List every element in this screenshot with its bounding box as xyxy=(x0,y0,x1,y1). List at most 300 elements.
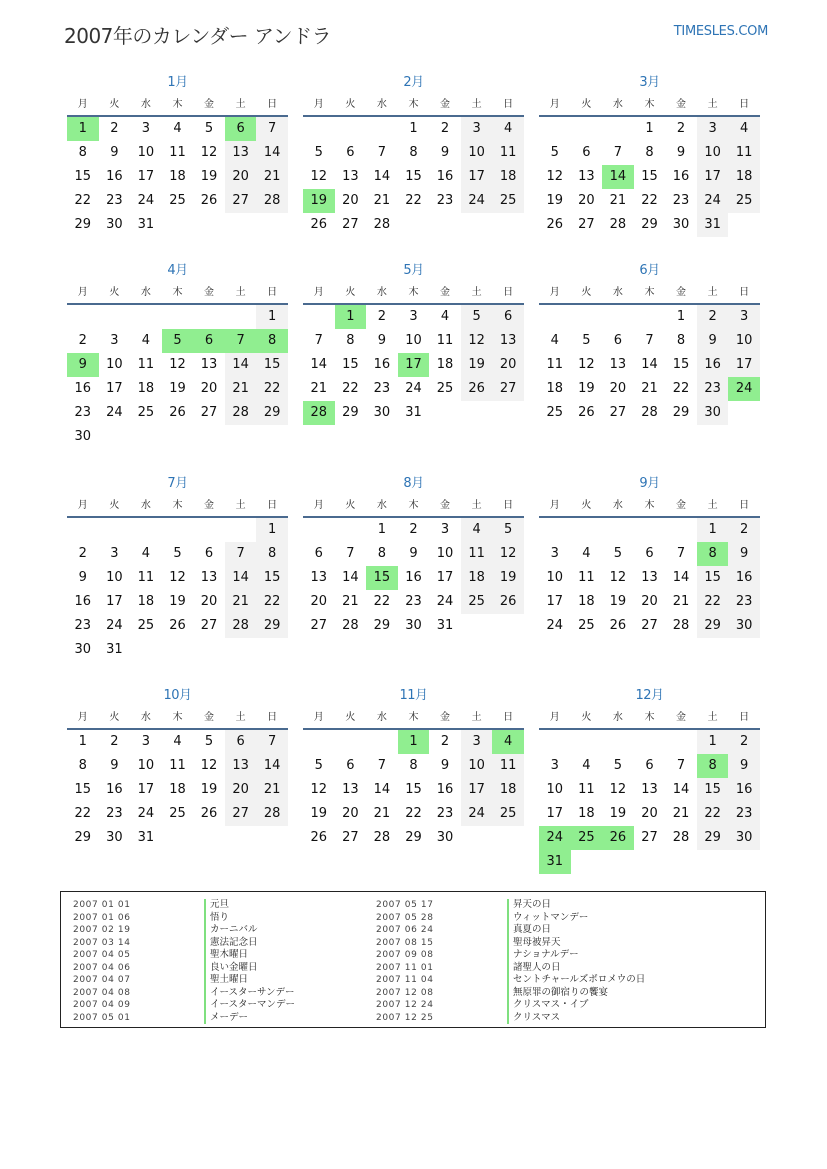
day-cell: 18 xyxy=(546,381,564,396)
day-cell: 5 xyxy=(613,758,623,773)
holiday-date: 2007 05 17 xyxy=(376,900,434,910)
days-grid xyxy=(539,730,760,874)
day-cell: 25 xyxy=(578,618,595,633)
day-cell: 17 xyxy=(106,594,123,609)
day-cell: 28 xyxy=(609,217,627,232)
day-cell: 31 xyxy=(405,405,422,420)
day-cell: 31 xyxy=(137,217,155,232)
holiday-entry xyxy=(376,1012,645,1025)
day-cell: 15 xyxy=(672,357,690,372)
day-cell: 27 xyxy=(225,802,257,826)
day-cell: 13 xyxy=(342,782,359,797)
day-cell: 1 xyxy=(697,518,729,542)
weekday-label: 日 xyxy=(267,500,278,511)
holiday-day-cell: 28 xyxy=(303,401,335,425)
day-cell: 22 xyxy=(641,193,658,208)
weekday-label: 木 xyxy=(172,500,183,511)
holiday-day-cell: 25 xyxy=(571,826,603,850)
day-cell: 9 xyxy=(728,542,760,566)
day-cell: 3 xyxy=(110,333,119,348)
days-grid xyxy=(67,730,288,850)
empty-cell xyxy=(571,518,603,542)
day-cell: 25 xyxy=(546,405,564,420)
weekday-label: 火 xyxy=(581,500,592,511)
empty-cell xyxy=(130,518,162,542)
day-cell: 6 xyxy=(204,546,214,561)
day-cell: 20 xyxy=(310,594,328,609)
holiday-name: 憲法記念日 xyxy=(204,937,258,950)
day-cell: 23 xyxy=(728,590,760,614)
day-cell: 21 xyxy=(672,806,690,821)
empty-cell xyxy=(162,305,194,329)
month-name: 10月 xyxy=(163,688,192,703)
day-cell: 13 xyxy=(641,782,658,797)
weekday-label: 金 xyxy=(676,500,687,511)
weekday-label: 火 xyxy=(109,712,120,723)
day-cell: 23 xyxy=(74,618,92,633)
day-cell: 4 xyxy=(141,333,151,348)
empty-cell xyxy=(162,518,194,542)
day-cell: 22 xyxy=(74,806,92,821)
day-cell: 5 xyxy=(492,518,524,542)
day-cell: 10 xyxy=(137,758,155,773)
days-grid xyxy=(67,305,288,449)
empty-cell xyxy=(225,305,257,329)
weekday-label: 金 xyxy=(676,712,687,723)
holiday-name: 聖母被昇天 xyxy=(507,937,561,950)
day-cell: 4 xyxy=(728,117,760,141)
day-cell: 30 xyxy=(405,618,422,633)
weekday-label: 日 xyxy=(267,712,278,723)
day-cell: 18 xyxy=(137,594,155,609)
day-cell: 28 xyxy=(373,830,391,845)
day-cell: 25 xyxy=(728,189,760,213)
empty-cell xyxy=(366,730,398,754)
weekday-label: 水 xyxy=(140,500,151,511)
weekday-header xyxy=(539,94,760,117)
holiday-date: 2007 09 08 xyxy=(376,950,434,960)
day-cell: 31 xyxy=(697,213,729,237)
weekday-label: 水 xyxy=(140,287,151,298)
day-cell: 8 xyxy=(409,758,418,773)
weekday-header xyxy=(67,495,288,518)
day-cell: 28 xyxy=(672,618,690,633)
day-cell: 29 xyxy=(672,405,690,420)
empty-cell xyxy=(335,518,367,542)
day-cell: 23 xyxy=(74,405,92,420)
month-11 xyxy=(303,685,524,850)
day-cell: 9 xyxy=(110,145,119,160)
day-cell: 6 xyxy=(346,145,355,160)
day-cell: 17 xyxy=(436,570,454,585)
day-cell: 14 xyxy=(641,357,658,372)
empty-cell xyxy=(303,518,335,542)
day-cell: 22 xyxy=(74,193,92,208)
day-cell: 12 xyxy=(609,570,627,585)
empty-cell xyxy=(571,730,603,754)
day-cell: 28 xyxy=(342,618,359,633)
weekday-label: 木 xyxy=(172,99,183,110)
weekday-label: 水 xyxy=(612,99,623,110)
holiday-day-cell: 1 xyxy=(67,117,99,141)
empty-cell xyxy=(602,518,634,542)
day-cell: 9 xyxy=(676,145,686,160)
day-cell: 16 xyxy=(436,782,454,797)
day-cell: 10 xyxy=(106,357,123,372)
day-cell: 9 xyxy=(697,329,729,353)
day-cell: 18 xyxy=(137,381,155,396)
day-cell: 27 xyxy=(200,405,218,420)
day-cell: 11 xyxy=(578,570,595,585)
days-grid xyxy=(67,518,288,662)
holiday-entry xyxy=(73,924,295,937)
day-cell: 11 xyxy=(546,357,564,372)
day-cell: 11 xyxy=(169,145,186,160)
weekday-label: 土 xyxy=(707,287,718,298)
holiday-day-cell: 8 xyxy=(256,329,288,353)
holiday-date: 2007 02 19 xyxy=(73,925,131,935)
day-cell: 20 xyxy=(641,806,658,821)
day-cell: 30 xyxy=(728,614,760,638)
day-cell: 17 xyxy=(137,782,155,797)
day-cell: 19 xyxy=(578,381,595,396)
weekday-label: 土 xyxy=(471,99,482,110)
weekday-label: 土 xyxy=(235,500,246,511)
day-cell: 17 xyxy=(728,353,760,377)
weekday-label: 水 xyxy=(612,712,623,723)
day-cell: 13 xyxy=(200,570,218,585)
holiday-name: 悟り xyxy=(204,912,229,925)
day-cell: 14 xyxy=(373,169,391,184)
day-cell: 9 xyxy=(728,754,760,778)
day-cell: 3 xyxy=(110,546,119,561)
day-cell: 30 xyxy=(106,830,123,845)
day-cell: 13 xyxy=(342,169,359,184)
weekday-label: 火 xyxy=(109,287,120,298)
day-cell: 6 xyxy=(346,758,355,773)
day-cell: 8 xyxy=(377,546,387,561)
holiday-date: 2007 04 07 xyxy=(73,975,131,985)
day-cell: 12 xyxy=(310,169,328,184)
day-cell: 11 xyxy=(578,782,595,797)
empty-cell xyxy=(193,518,225,542)
day-cell: 15 xyxy=(697,778,729,802)
day-cell: 1 xyxy=(78,734,87,749)
day-cell: 30 xyxy=(74,429,92,444)
day-cell: 12 xyxy=(609,782,627,797)
day-cell: 23 xyxy=(373,381,391,396)
day-cell: 13 xyxy=(225,141,257,165)
day-cell: 3 xyxy=(550,758,559,773)
weekday-label: 金 xyxy=(440,500,451,511)
day-cell: 1 xyxy=(256,518,288,542)
weekday-label: 火 xyxy=(581,287,592,298)
holiday-day-cell: 26 xyxy=(602,826,634,850)
day-cell: 5 xyxy=(314,758,323,773)
day-cell: 7 xyxy=(256,117,288,141)
day-cell: 30 xyxy=(106,217,123,232)
holiday-day-cell: 24 xyxy=(728,377,760,401)
day-cell: 14 xyxy=(256,754,288,778)
day-cell: 30 xyxy=(728,826,760,850)
holiday-day-cell: 1 xyxy=(398,730,430,754)
day-cell: 12 xyxy=(169,357,186,372)
day-cell: 26 xyxy=(578,405,595,420)
day-cell: 21 xyxy=(342,594,359,609)
day-cell: 12 xyxy=(492,542,524,566)
holiday-entry xyxy=(73,962,295,975)
day-cell: 25 xyxy=(461,590,493,614)
day-cell: 18 xyxy=(169,169,186,184)
day-cell: 2 xyxy=(728,518,760,542)
day-cell: 18 xyxy=(492,778,524,802)
weekday-label: 土 xyxy=(235,712,246,723)
empty-cell xyxy=(602,305,634,329)
empty-cell xyxy=(335,730,367,754)
holiday-name: イースターマンデー xyxy=(204,999,295,1012)
day-cell: 30 xyxy=(74,642,92,657)
month-9 xyxy=(539,473,760,638)
empty-cell xyxy=(303,305,335,329)
day-cell: 19 xyxy=(200,169,218,184)
day-cell: 22 xyxy=(697,802,729,826)
holiday-date: 2007 12 25 xyxy=(376,1012,434,1023)
day-cell: 6 xyxy=(645,758,654,773)
day-cell: 7 xyxy=(645,333,654,348)
day-cell: 16 xyxy=(405,570,422,585)
holiday-entry xyxy=(73,912,295,925)
day-cell: 28 xyxy=(225,401,257,425)
day-cell: 29 xyxy=(641,217,658,232)
day-cell: 19 xyxy=(461,353,493,377)
holiday-date: 2007 08 15 xyxy=(376,937,434,948)
day-cell: 5 xyxy=(204,121,214,136)
day-cell: 1 xyxy=(256,305,288,329)
day-cell: 2 xyxy=(110,121,119,136)
weekday-header xyxy=(303,94,524,117)
day-cell: 12 xyxy=(200,145,218,160)
holiday-name: セントチャールズボロメウの日 xyxy=(507,974,645,987)
day-cell: 7 xyxy=(377,145,387,160)
day-cell: 17 xyxy=(546,594,564,609)
holiday-name: メーデー xyxy=(204,1012,248,1025)
day-cell: 3 xyxy=(409,309,418,324)
month-4 xyxy=(67,260,288,449)
day-cell: 10 xyxy=(106,570,123,585)
day-cell: 27 xyxy=(641,830,658,845)
weekday-header xyxy=(67,282,288,305)
month-name: 6月 xyxy=(639,263,660,278)
day-cell: 11 xyxy=(461,542,493,566)
day-cell: 28 xyxy=(225,614,257,638)
weekday-label: 日 xyxy=(503,500,514,511)
weekday-label: 月 xyxy=(549,712,560,723)
weekday-label: 金 xyxy=(676,99,687,110)
holiday-name: 聖土曜日 xyxy=(204,974,248,987)
month-name: 3月 xyxy=(639,75,660,90)
day-cell: 16 xyxy=(74,381,92,396)
holiday-day-cell: 1 xyxy=(335,305,367,329)
holiday-date: 2007 04 09 xyxy=(73,1000,131,1010)
day-cell: 31 xyxy=(436,618,454,633)
day-cell: 26 xyxy=(169,405,186,420)
day-cell: 26 xyxy=(461,377,493,401)
day-cell: 5 xyxy=(550,145,559,160)
weekday-label: 月 xyxy=(549,500,560,511)
holiday-entry xyxy=(376,949,645,962)
day-cell: 3 xyxy=(728,305,760,329)
day-cell: 15 xyxy=(697,566,729,590)
weekday-label: 木 xyxy=(644,99,655,110)
month-name: 2月 xyxy=(403,75,424,90)
weekday-header xyxy=(303,282,524,305)
day-cell: 9 xyxy=(78,570,87,585)
holiday-entry xyxy=(376,937,645,950)
day-cell: 13 xyxy=(492,329,524,353)
day-cell: 17 xyxy=(137,169,155,184)
day-cell: 6 xyxy=(582,145,591,160)
day-cell: 19 xyxy=(492,566,524,590)
day-cell: 20 xyxy=(200,381,218,396)
day-cell: 12 xyxy=(578,357,595,372)
day-cell: 28 xyxy=(641,405,658,420)
day-cell: 4 xyxy=(461,518,493,542)
day-cell: 27 xyxy=(342,830,359,845)
day-cell: 7 xyxy=(676,758,686,773)
holiday-date: 2007 01 01 xyxy=(73,900,131,910)
holiday-day-cell: 14 xyxy=(602,165,634,189)
holiday-day-cell: 5 xyxy=(162,329,194,353)
empty-cell xyxy=(571,305,603,329)
month-name: 1月 xyxy=(167,75,188,90)
day-cell: 12 xyxy=(169,570,186,585)
weekday-label: 日 xyxy=(503,99,514,110)
day-cell: 11 xyxy=(436,333,454,348)
day-cell: 29 xyxy=(342,405,359,420)
holiday-name: ウィットマンデー xyxy=(507,912,588,925)
holiday-date: 2007 05 28 xyxy=(376,912,434,923)
day-cell: 4 xyxy=(173,121,182,136)
day-cell: 22 xyxy=(256,377,288,401)
day-cell: 13 xyxy=(225,754,257,778)
day-cell: 4 xyxy=(550,333,559,348)
day-cell: 19 xyxy=(310,806,328,821)
holiday-day-cell: 19 xyxy=(303,189,335,213)
days-grid xyxy=(303,730,524,850)
day-cell: 29 xyxy=(373,618,391,633)
holiday-entry xyxy=(376,962,645,975)
day-cell: 24 xyxy=(137,193,155,208)
holiday-entry xyxy=(73,974,295,987)
empty-cell xyxy=(99,305,131,329)
holiday-entry xyxy=(73,1012,295,1025)
weekday-label: 金 xyxy=(440,712,451,723)
day-cell: 23 xyxy=(436,806,454,821)
weekday-header xyxy=(303,495,524,518)
weekday-label: 金 xyxy=(676,287,687,298)
weekday-label: 水 xyxy=(140,99,151,110)
page-title: 2007年のカレンダー アンドラ xyxy=(64,24,332,48)
day-cell: 3 xyxy=(141,121,151,136)
day-cell: 11 xyxy=(169,758,186,773)
day-cell: 12 xyxy=(461,329,493,353)
holiday-name: クリスマス・イブ xyxy=(507,999,588,1012)
day-cell: 5 xyxy=(204,734,214,749)
day-cell: 25 xyxy=(137,405,155,420)
weekday-label: 月 xyxy=(313,500,324,511)
day-cell: 29 xyxy=(405,830,422,845)
holiday-column xyxy=(376,899,645,1024)
day-cell: 20 xyxy=(225,165,257,189)
day-cell: 8 xyxy=(78,145,87,160)
empty-cell xyxy=(602,730,634,754)
month-name: 5月 xyxy=(403,263,424,278)
day-cell: 9 xyxy=(110,758,119,773)
day-cell: 27 xyxy=(342,217,359,232)
month-2 xyxy=(303,72,524,237)
day-cell: 31 xyxy=(137,830,155,845)
day-cell: 10 xyxy=(546,570,564,585)
holiday-day-cell: 8 xyxy=(697,754,729,778)
holiday-entry xyxy=(73,949,295,962)
weekday-label: 日 xyxy=(739,99,750,110)
day-cell: 20 xyxy=(225,778,257,802)
day-cell: 28 xyxy=(373,217,391,232)
days-grid xyxy=(303,518,524,638)
weekday-label: 水 xyxy=(612,500,623,511)
day-cell: 26 xyxy=(546,217,564,232)
day-cell: 16 xyxy=(106,782,123,797)
day-cell: 23 xyxy=(697,377,729,401)
day-cell: 16 xyxy=(436,169,454,184)
day-cell: 17 xyxy=(697,165,729,189)
day-cell: 26 xyxy=(200,193,218,208)
weekday-label: 月 xyxy=(313,287,324,298)
day-cell: 19 xyxy=(609,594,627,609)
weekday-label: 土 xyxy=(235,287,246,298)
holiday-entry xyxy=(376,924,645,937)
day-cell: 31 xyxy=(106,642,123,657)
holiday-name: 無原罪の御宿りの饗宴 xyxy=(507,987,608,1000)
day-cell: 27 xyxy=(225,189,257,213)
weekday-label: 火 xyxy=(109,500,120,511)
day-cell: 2 xyxy=(377,309,387,324)
month-1 xyxy=(67,72,288,237)
day-cell: 27 xyxy=(578,217,595,232)
weekday-label: 土 xyxy=(707,500,718,511)
day-cell: 4 xyxy=(582,758,591,773)
day-cell: 2 xyxy=(697,305,729,329)
day-cell: 30 xyxy=(436,830,454,845)
holiday-name: クリスマス xyxy=(507,1012,560,1025)
day-cell: 20 xyxy=(578,193,595,208)
weekday-label: 木 xyxy=(408,712,419,723)
weekday-label: 木 xyxy=(408,500,419,511)
day-cell: 5 xyxy=(173,546,182,561)
weekday-label: 水 xyxy=(376,500,387,511)
weekday-label: 月 xyxy=(77,99,88,110)
site-logo[interactable]: TIMESLES.COM xyxy=(673,24,768,39)
day-cell: 2 xyxy=(728,730,760,754)
weekday-label: 日 xyxy=(739,287,750,298)
day-cell: 24 xyxy=(405,381,422,396)
day-cell: 24 xyxy=(461,802,493,826)
empty-cell xyxy=(634,518,666,542)
day-cell: 11 xyxy=(728,141,760,165)
month-6 xyxy=(539,260,760,425)
day-cell: 24 xyxy=(106,618,123,633)
day-cell: 1 xyxy=(409,121,418,136)
